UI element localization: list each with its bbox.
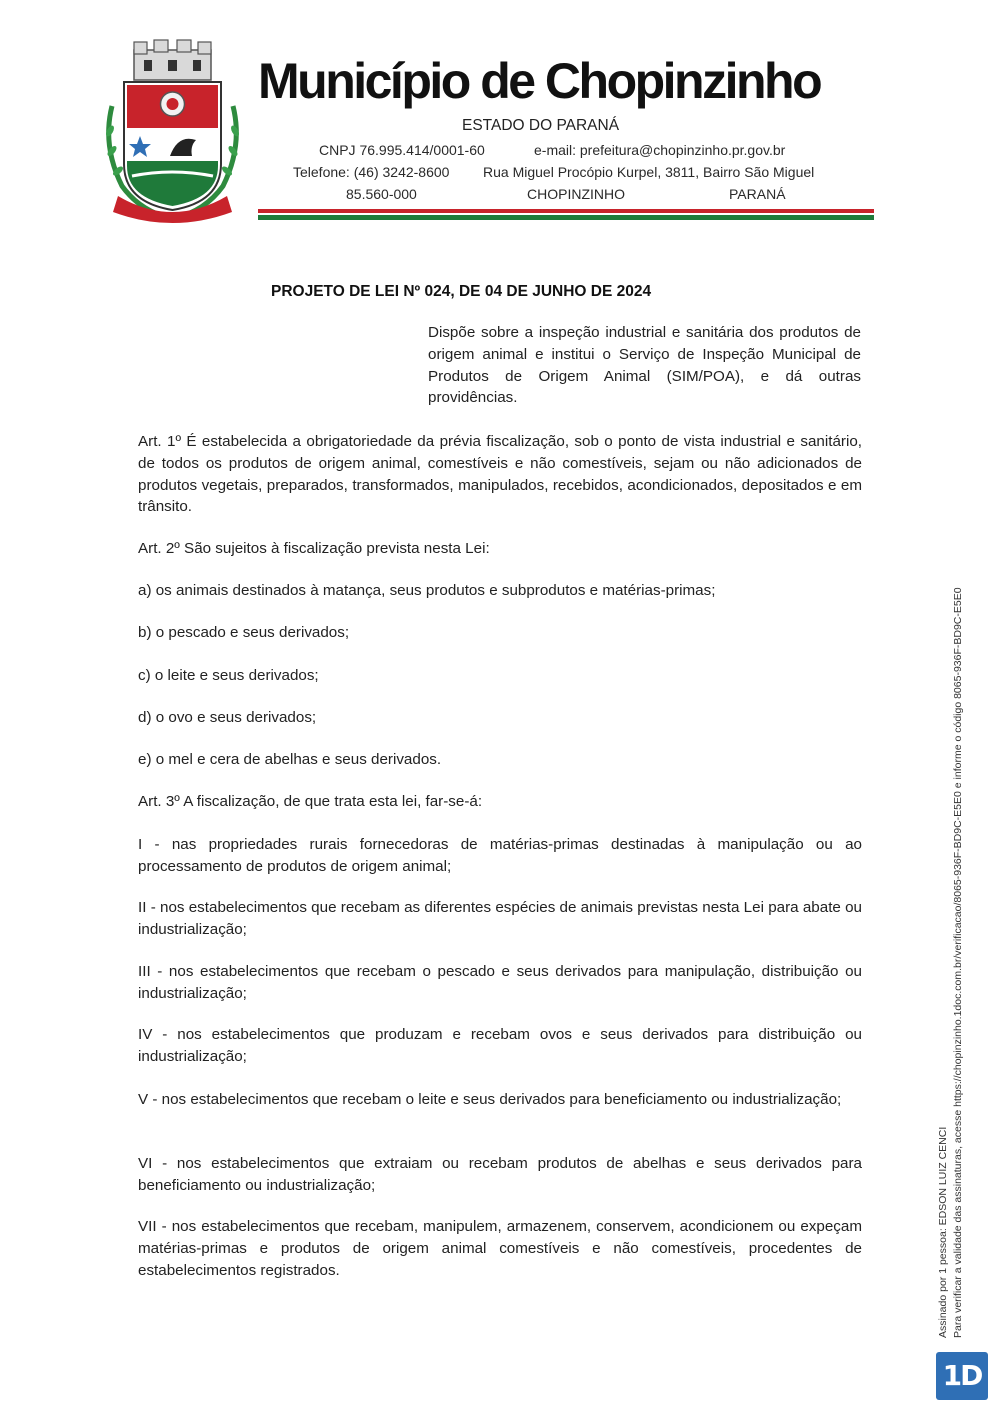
inciso-iii: III - nos estabelecimentos que recebam o pescado e seus derivados para manipulação, distribuição ou industrialização; [138,963,862,1002]
header-stripe-green [258,215,874,220]
item-e: e) o mel e cera de abelhas e seus derivados. [138,751,442,768]
article-2: Art. 2º São sujeitos à fiscalização prevista nesta Lei: [138,540,490,557]
inciso-iv: IV - nos estabelecimentos que produzam e recebam ovos e seus derivados para distribuição ou industrialização; [138,1026,862,1065]
inciso-i: I - nas propriedades rurais fornecedoras de matérias-primas destinadas à manipulação ou ao processamento de produtos de origem animal; [138,836,862,875]
city-text: CHOPINZINHO [527,186,625,202]
ementa-text: Dispõe sobre a inspeção industrial e sanitária dos produtos de origem animal e institui o Serviço de Inspeção Municipal de Produtos de Origem Animal (SIM/POA), e dá outras providências. [428,324,861,407]
uf-text: PARANÁ [729,186,786,202]
state-name: ESTADO DO PARANÁ [462,117,620,134]
cep-text: 85.560-000 [346,186,417,202]
item-c: c) o leite e seus derivados; [138,667,319,684]
onedoc-logo-icon: 1D [936,1352,988,1400]
item-d: d) o ovo e seus derivados; [138,709,317,726]
municipality-title: Município de Chopinzinho [258,53,821,109]
email-text: e-mail: prefeitura@chopinzinho.pr.gov.br [534,142,786,158]
address-text: Rua Miguel Procópio Kurpel, 3811, Bairro São Miguel [483,164,815,180]
inciso-vii: VII - nos estabelecimentos que recebam, manipulem, armazenem, conservem, acondicionem ou expeçam matérias-primas e produtos de origem animal comestíveis e não comestíveis, procedentes de estabelecimentos registrados. [138,1218,862,1279]
cnpj-text: CNPJ 76.995.414/0001-60 [319,142,485,158]
item-a: a) os animais destinados à matança, seus produtos e subprodutos e matérias-primas; [138,582,716,599]
coat-of-arms-icon [100,36,245,224]
inciso-vi: VI - nos estabelecimentos que extraiam ou recebam produtos de abelhas e seus derivados para beneficiamento ou industrialização; [138,1155,862,1194]
signature-verify-line[interactable]: Para verificar a validade das assinaturas, acesse https://chopinzinho.1doc.com.br/verificacao/8065-936F-BD9C-E5E0 e informe o código 8065-936F-BD9C-E5E0 [952,587,964,1338]
phone-text: Telefone: (46) 3242-8600 [293,164,450,180]
signature-signer-line: Assinado por 1 pessoa: EDSON LUIZ CENCI [937,1126,949,1338]
document-title: PROJETO DE LEI Nº 024, DE 04 DE JUNHO DE 2024 [271,283,652,300]
inciso-ii: II - nos estabelecimentos que recebam as diferentes espécies de animais previstas nesta Lei para abate ou industrialização; [138,899,862,938]
inciso-v: V - nos estabelecimentos que recebam o leite e seus derivados para beneficiamento ou industrialização; [138,1091,842,1108]
article-1: Art. 1º É estabelecida a obrigatoriedade da prévia fiscalização, sob o ponto de vista industrial e sanitário, de todos os produtos de origem animal, comestíveis e não comestíveis, sejam ou não adicionados de produtos vegetais, preparados, transformados, manipulados, recebidos, acondicionados, depositados e em trânsito. [138,433,862,516]
item-b: b) o pescado e seus derivados; [138,624,350,641]
article-3: Art. 3º A fiscalização, de que trata esta lei, far-se-á: [138,793,483,810]
